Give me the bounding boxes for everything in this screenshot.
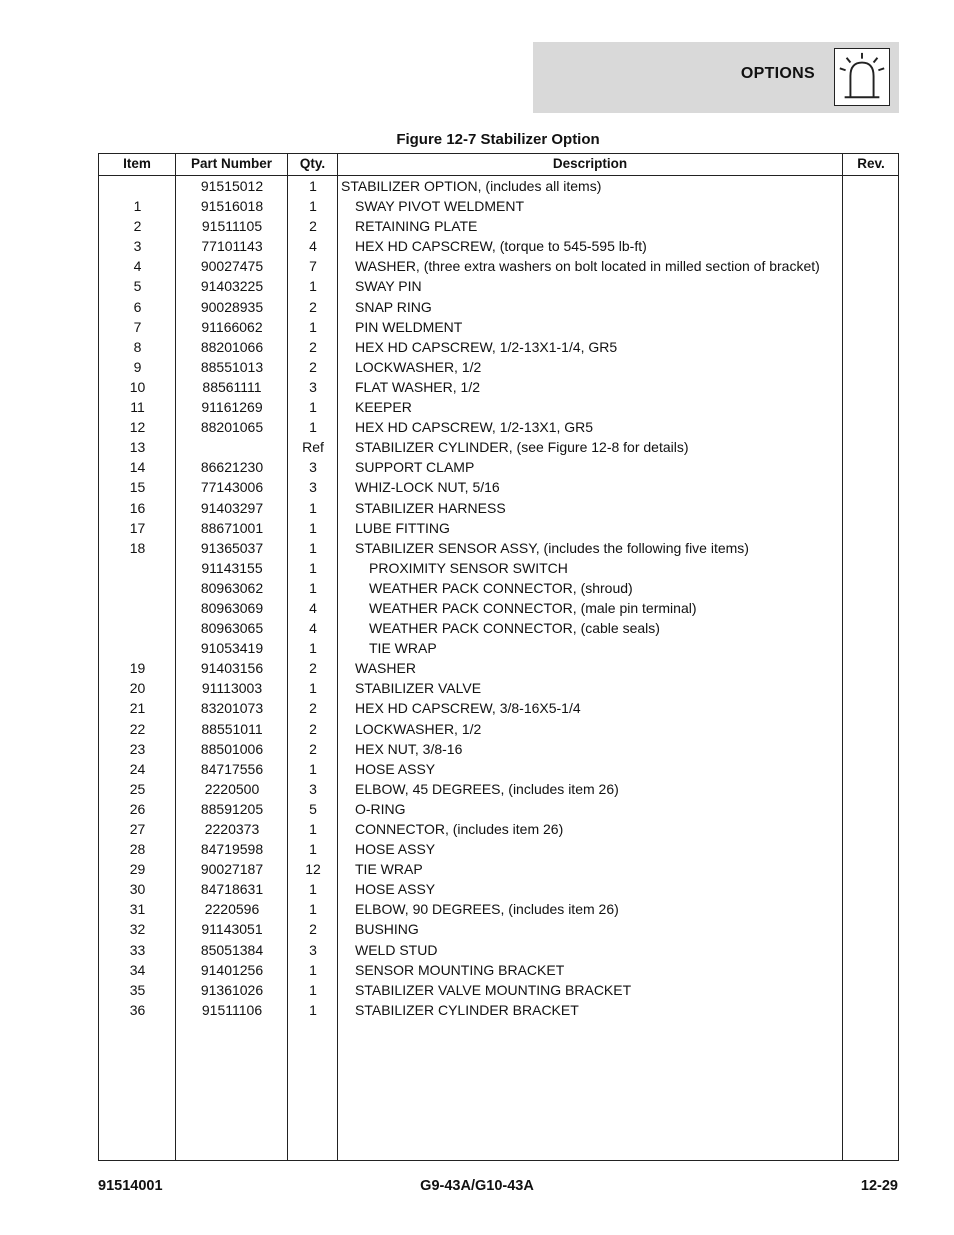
- description-cell: FLAT WASHER, 1/2: [355, 378, 480, 395]
- part-number-cell: 84717556: [200, 760, 264, 777]
- item-cell: 12: [129, 419, 146, 436]
- item-cell: 28: [129, 841, 146, 858]
- description-cell: ELBOW, 90 DEGREES, (includes item 26): [355, 901, 619, 918]
- part-number-cell: 91401256: [200, 961, 264, 978]
- part-number-cell: 91403225: [200, 278, 264, 295]
- table-row: [99, 437, 898, 457]
- qty-cell: 4: [309, 599, 317, 616]
- part-number-cell: 84718631: [200, 881, 264, 898]
- part-number-cell: 88551013: [200, 358, 264, 375]
- description-cell: LOCKWASHER, 1/2: [355, 358, 482, 375]
- qty-cell: 2: [309, 298, 317, 315]
- table-row: [99, 919, 898, 939]
- table-row: [99, 477, 898, 497]
- description-cell: STABILIZER VALVE MOUNTING BRACKET: [355, 981, 632, 998]
- figure-title: Figure 12-7 Stabilizer Option: [396, 131, 600, 148]
- item-cell: 23: [129, 740, 146, 757]
- part-number-cell: 90028935: [200, 298, 264, 315]
- table-row: [99, 256, 898, 276]
- item-cell: 34: [129, 961, 146, 978]
- table-row: [99, 216, 898, 236]
- table-row: [99, 638, 898, 658]
- item-cell: 8: [133, 338, 142, 355]
- qty-cell: 1: [309, 821, 317, 837]
- item-cell: 2: [133, 218, 142, 235]
- part-number-cell: 91515012: [200, 178, 264, 194]
- description-cell: ELBOW, 45 DEGREES, (includes item 26): [355, 780, 619, 797]
- table-row: [99, 317, 898, 337]
- table-row: [99, 337, 898, 357]
- item-cell: 16: [129, 499, 146, 516]
- item-cell: 17: [129, 519, 146, 536]
- part-number-cell: 90027187: [200, 861, 264, 878]
- item-cell: 33: [129, 941, 146, 958]
- section-header-band: [533, 42, 899, 113]
- qty-cell: 3: [309, 780, 317, 797]
- item-cell: 35: [129, 981, 146, 998]
- description-cell: SNAP RING: [355, 298, 432, 315]
- description-cell: WASHER: [355, 660, 416, 677]
- description-cell: WEATHER PACK CONNECTOR, (cable seals): [369, 620, 660, 637]
- item-cell: 11: [130, 399, 145, 416]
- qty-cell: 1: [309, 318, 317, 335]
- table-row: [99, 538, 898, 558]
- table-row: [99, 819, 898, 839]
- part-number-cell: 91511106: [201, 1001, 263, 1018]
- qty-cell: 1: [309, 178, 317, 194]
- item-cell: 19: [129, 660, 146, 677]
- qty-cell: 1: [309, 559, 317, 576]
- description-cell: TIE WRAP: [369, 640, 437, 657]
- table-row: [99, 598, 898, 618]
- qty-cell: 2: [309, 218, 317, 235]
- qty-cell: 1: [309, 539, 317, 556]
- part-number-cell: 80963062: [200, 579, 264, 596]
- part-number-cell: 91113003: [201, 680, 263, 697]
- description-cell: LUBE FITTING: [355, 519, 450, 536]
- part-number-cell: 2220500: [204, 780, 260, 797]
- part-number-cell: 91511105: [201, 218, 263, 235]
- item-cell: 5: [133, 278, 142, 295]
- description-cell: STABILIZER SENSOR ASSY, (includes the following five items): [355, 539, 749, 556]
- item-cell: 29: [129, 861, 146, 878]
- parts-table: [98, 153, 899, 1161]
- qty-cell: 1: [309, 579, 317, 596]
- table-row: [99, 457, 898, 477]
- item-cell: 18: [129, 539, 146, 556]
- item-cell: 3: [133, 238, 142, 255]
- part-number-cell: 86621230: [200, 459, 264, 476]
- part-number-cell: 84719598: [200, 841, 264, 858]
- part-number-cell: 2220596: [204, 901, 260, 918]
- item-cell: 4: [133, 258, 142, 275]
- qty-cell: 2: [309, 720, 317, 737]
- item-cell: 22: [129, 720, 146, 737]
- qty-cell: 2: [309, 338, 317, 355]
- qty-cell: 2: [309, 921, 317, 938]
- description-cell: WEATHER PACK CONNECTOR, (male pin terminal): [369, 599, 697, 616]
- qty-cell: 1: [309, 760, 317, 777]
- table-row: [99, 839, 898, 859]
- table-row: [99, 417, 898, 437]
- table-row: [99, 799, 898, 819]
- qty-cell: 1: [309, 278, 317, 295]
- table-row: [99, 498, 898, 518]
- table-row: [99, 719, 898, 739]
- table-row: [99, 558, 898, 578]
- item-cell: 30: [129, 881, 146, 898]
- column-header-rev: Rev.: [857, 156, 885, 171]
- item-cell: 1: [133, 198, 142, 215]
- item-cell: 24: [129, 760, 146, 777]
- description-cell: HEX HD CAPSCREW, 3/8-16X5-1/4: [355, 700, 581, 717]
- qty-cell: 3: [309, 459, 317, 476]
- item-cell: 14: [129, 459, 146, 476]
- description-cell: STABILIZER CYLINDER, (see Figure 12-8 for details): [355, 439, 689, 456]
- part-number-cell: 91365037: [200, 539, 264, 556]
- table-row: [99, 377, 898, 397]
- table-row: [99, 1000, 898, 1020]
- item-cell: 27: [129, 821, 146, 837]
- part-number-cell: 91516018: [200, 198, 264, 215]
- description-cell: SWAY PIVOT WELDMENT: [355, 198, 525, 215]
- qty-cell: 3: [309, 479, 317, 496]
- table-row: [99, 618, 898, 638]
- table-row: [99, 899, 898, 919]
- table-row: [99, 658, 898, 678]
- item-cell: 25: [129, 780, 146, 797]
- description-cell: HEX HD CAPSCREW, 1/2-13X1, GR5: [355, 419, 594, 436]
- table-body: [99, 176, 898, 1020]
- item-cell: 26: [129, 800, 146, 817]
- qty-cell: 2: [309, 700, 317, 717]
- part-number-cell: 80963069: [200, 599, 264, 616]
- description-cell: RETAINING PLATE: [355, 218, 478, 235]
- description-cell: STABILIZER VALVE: [355, 680, 482, 697]
- section-title: OPTIONS: [740, 65, 815, 82]
- qty-cell: 1: [309, 499, 317, 516]
- qty-cell: 4: [309, 620, 317, 637]
- table-row: [99, 678, 898, 698]
- part-number-cell: 91403297: [200, 499, 264, 516]
- item-cell: 36: [129, 1001, 146, 1018]
- table-row: [99, 698, 898, 718]
- description-cell: STABILIZER OPTION, (includes all items): [341, 178, 602, 194]
- part-number-cell: 88201065: [200, 419, 264, 436]
- description-cell: HEX NUT, 3/8-16: [355, 740, 463, 757]
- part-number-cell: 88561111: [202, 378, 262, 395]
- item-cell: 7: [133, 318, 142, 335]
- part-number-cell: 88671001: [200, 519, 264, 536]
- column-header-part-number: Part Number: [190, 156, 273, 171]
- part-number-cell: 77143006: [200, 479, 264, 496]
- table-row: [99, 879, 898, 899]
- footer-page-number: 12-29: [860, 1178, 898, 1194]
- footer-part-number: 91514001: [98, 1178, 163, 1194]
- table-row: [99, 176, 898, 196]
- column-header-description: Description: [552, 156, 628, 171]
- part-number-cell: 90027475: [200, 258, 264, 275]
- qty-cell: 5: [309, 800, 317, 817]
- qty-cell: 1: [309, 519, 317, 536]
- description-cell: HEX HD CAPSCREW, 1/2-13X1-1/4, GR5: [355, 338, 618, 355]
- part-number-cell: 80963065: [200, 620, 264, 637]
- item-cell: 13: [129, 439, 146, 456]
- table-row: [99, 759, 898, 779]
- item-cell: 6: [133, 298, 142, 315]
- description-cell: BUSHING: [355, 921, 419, 938]
- qty-cell: 2: [309, 660, 317, 677]
- description-cell: LOCKWASHER, 1/2: [355, 720, 482, 737]
- part-number-cell: 88201066: [200, 338, 264, 355]
- qty-cell: 1: [309, 981, 317, 998]
- table-row: [99, 518, 898, 538]
- description-cell: SUPPORT CLAMP: [355, 459, 475, 476]
- item-cell: 15: [129, 479, 146, 496]
- qty-cell: 2: [309, 358, 317, 375]
- table-row: [99, 739, 898, 759]
- qty-cell: 3: [309, 941, 317, 958]
- part-number-cell: 91166062: [201, 318, 263, 335]
- description-cell: HOSE ASSY: [355, 881, 436, 898]
- table-row: [99, 960, 898, 980]
- qty-cell: 1: [309, 1001, 317, 1018]
- qty-cell: 1: [309, 399, 317, 416]
- part-number-cell: 91161269: [201, 399, 263, 416]
- part-number-cell: 88591205: [200, 800, 264, 817]
- part-number-cell: 85051384: [200, 941, 264, 958]
- qty-cell: 4: [309, 238, 317, 255]
- part-number-cell: 77101143: [201, 238, 263, 255]
- table-row: [99, 357, 898, 377]
- table-row: [99, 196, 898, 216]
- description-cell: HOSE ASSY: [355, 841, 436, 858]
- qty-cell: 7: [309, 258, 317, 275]
- description-cell: HOSE ASSY: [355, 760, 436, 777]
- description-cell: WELD STUD: [355, 941, 438, 958]
- part-number-cell: 88501006: [200, 740, 264, 757]
- item-cell: 21: [129, 700, 146, 717]
- part-number-cell: 88551011: [201, 720, 263, 737]
- qty-cell: 1: [309, 841, 317, 858]
- table-row: [99, 297, 898, 317]
- item-cell: 10: [129, 378, 146, 395]
- description-cell: WASHER, (three extra washers on bolt located in milled section of bracket): [355, 258, 820, 275]
- qty-cell: 1: [309, 640, 317, 657]
- part-number-cell: 83201073: [200, 700, 264, 717]
- item-cell: 32: [129, 921, 146, 938]
- part-number-cell: 91053419: [200, 640, 264, 657]
- part-number-cell: 91361026: [200, 981, 264, 998]
- qty-cell: 1: [309, 961, 317, 978]
- qty-cell: 3: [309, 378, 317, 395]
- qty-cell: 1: [309, 680, 317, 697]
- table-row: [99, 859, 898, 879]
- qty-cell: 1: [309, 419, 317, 436]
- qty-cell: 1: [309, 198, 317, 215]
- description-cell: CONNECTOR, (includes item 26): [355, 821, 564, 837]
- qty-cell: 1: [309, 901, 317, 918]
- part-number-cell: 91143155: [201, 559, 263, 576]
- item-cell: 31: [129, 901, 146, 918]
- table-row: [99, 779, 898, 799]
- description-cell: WHIZ-LOCK NUT, 5/16: [355, 479, 500, 496]
- table-row: [99, 940, 898, 960]
- part-number-cell: 2220373: [204, 821, 260, 837]
- description-cell: O-RING: [355, 800, 406, 817]
- description-cell: WEATHER PACK CONNECTOR, (shroud): [369, 579, 633, 596]
- description-cell: HEX HD CAPSCREW, (torque to 545-595 lb-ft): [355, 238, 647, 255]
- description-cell: SWAY PIN: [355, 278, 422, 295]
- item-cell: 20: [129, 680, 146, 697]
- part-number-cell: 91403156: [200, 660, 264, 677]
- description-cell: TIE WRAP: [355, 861, 423, 878]
- description-cell: STABILIZER CYLINDER BRACKET: [355, 1001, 579, 1018]
- qty-cell: 12: [305, 861, 321, 878]
- table-row: [99, 578, 898, 598]
- table-row: [99, 980, 898, 1000]
- column-header-qty: Qty.: [299, 156, 326, 171]
- description-cell: STABILIZER HARNESS: [355, 499, 506, 516]
- beacon-light-icon: [834, 48, 890, 106]
- qty-cell: Ref: [302, 439, 324, 456]
- description-cell: SENSOR MOUNTING BRACKET: [355, 961, 565, 978]
- description-cell: PROXIMITY SENSOR SWITCH: [369, 559, 568, 576]
- item-cell: 9: [133, 358, 142, 375]
- qty-cell: 1: [309, 881, 317, 898]
- table-row: [99, 397, 898, 417]
- table-row: [99, 236, 898, 256]
- description-cell: PIN WELDMENT: [355, 318, 463, 335]
- footer-model: G9-43A/G10-43A: [420, 1178, 534, 1194]
- part-number-cell: 91143051: [201, 921, 263, 938]
- qty-cell: 2: [309, 740, 317, 757]
- description-cell: KEEPER: [355, 399, 412, 416]
- table-row: [99, 276, 898, 296]
- column-header-item: Item: [123, 156, 151, 171]
